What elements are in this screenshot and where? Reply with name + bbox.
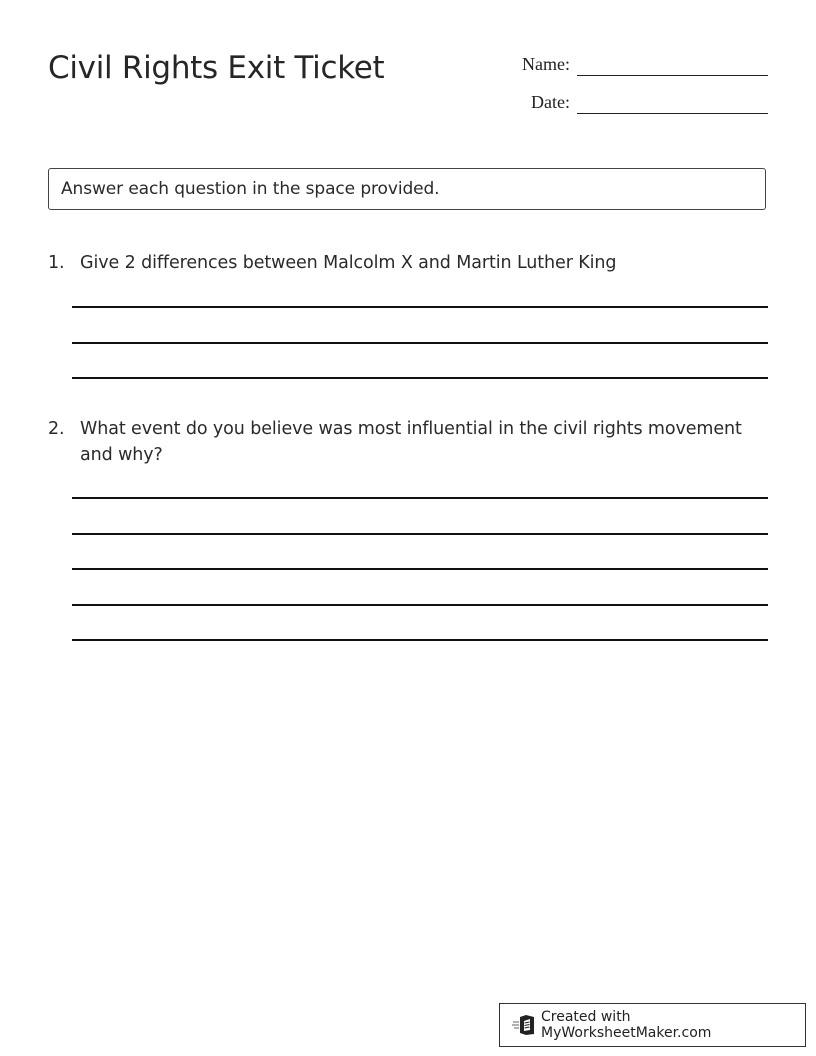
answer-line[interactable] (72, 377, 768, 379)
answer-line[interactable] (72, 639, 768, 641)
worksheet-maker-logo-icon (512, 1014, 536, 1036)
question-number: 1. (48, 253, 65, 273)
answer-line[interactable] (72, 568, 768, 570)
name-label: Name: (522, 54, 570, 74)
question-number: 2. (48, 419, 65, 439)
name-input-line[interactable] (577, 55, 768, 76)
footer-credit-text: Created with MyWorksheetMaker.com (541, 1009, 712, 1041)
page-title: Civil Rights Exit Ticket (48, 50, 385, 86)
answer-line[interactable] (72, 497, 768, 499)
answer-line[interactable] (72, 533, 768, 535)
answer-line[interactable] (72, 306, 768, 308)
instructions-box (48, 168, 766, 210)
date-label: Date: (531, 92, 570, 112)
name-field (500, 54, 768, 74)
footer-credit-badge[interactable] (499, 1003, 806, 1047)
question-1 (48, 250, 768, 276)
instructions-text: Answer each question in the space provided. (61, 179, 440, 199)
answer-line[interactable] (72, 604, 768, 606)
question-text: What event do you believe was most influential in the civil rights movement and why? (80, 419, 742, 465)
date-input-line[interactable] (577, 93, 768, 114)
question-2 (48, 416, 768, 468)
date-field (500, 92, 768, 112)
question-text: Give 2 differences between Malcolm X and Martin Luther King (80, 253, 617, 273)
answer-line[interactable] (72, 342, 768, 344)
